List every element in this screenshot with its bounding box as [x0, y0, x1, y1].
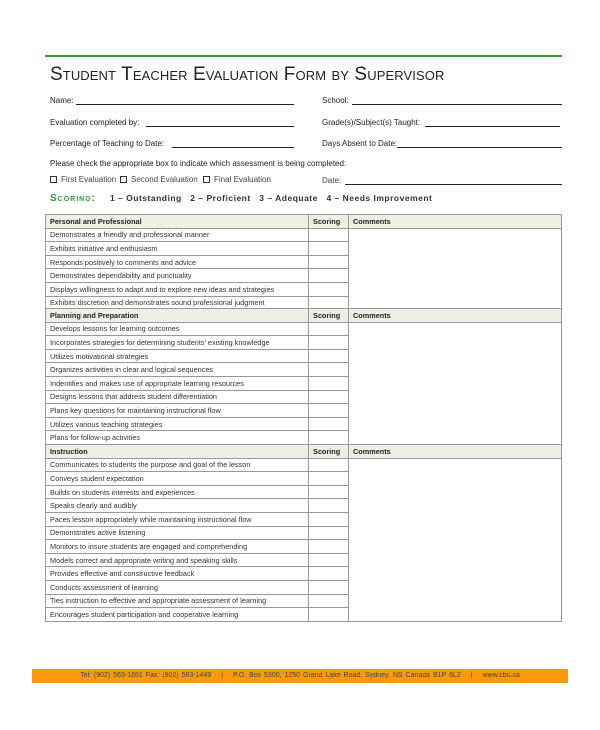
scoring-cell[interactable] — [309, 540, 349, 554]
criterion: Paces lesson appropriately while maintaining instructional flow — [46, 512, 309, 526]
criterion: Plans for follow-up activities — [46, 431, 309, 445]
criterion: Exhibits discretion and demonstrates sound professional judgment — [46, 296, 309, 310]
scoring-scale: 1 – Outstanding 2 – Proficient 3 – Adequate 4 – Needs Improvement — [110, 193, 433, 203]
criterion: Provides effective and constructive feedback — [46, 567, 309, 581]
criterion: Develops lessons for learning outcomes — [46, 322, 309, 336]
instruction-text: Please check the appropriate box to indicate which assessment is being completed: — [50, 159, 347, 168]
scoring-legend — [50, 193, 432, 204]
scoring-cell[interactable] — [309, 322, 349, 336]
comments-header: Comments — [349, 215, 562, 229]
scoring-cell[interactable] — [309, 580, 349, 594]
school-label: School: — [322, 96, 349, 105]
section-header-row — [46, 215, 562, 229]
scoring-cell[interactable] — [309, 485, 349, 499]
criterion: Designs lessons that address student differentiation — [46, 390, 309, 404]
comments-cell[interactable] — [349, 458, 562, 621]
criterion: Communicates to students the purpose and goal of the lesson — [46, 458, 309, 472]
separator: | — [470, 672, 473, 679]
criterion: Speaks clearly and audibly — [46, 499, 309, 513]
checkbox-label: Final Evaluation — [214, 175, 271, 184]
section-table — [45, 214, 562, 310]
scoring-cell[interactable] — [309, 242, 349, 256]
scoring-cell[interactable] — [309, 512, 349, 526]
section-table — [45, 308, 562, 445]
criterion: Incorporates strategies for determining students’ existing knowledge — [46, 336, 309, 350]
section-table — [45, 444, 562, 622]
table-row — [46, 458, 562, 472]
footer-bar — [32, 669, 568, 683]
name-field[interactable] — [76, 104, 294, 105]
criterion: Demonstrates a friendly and professional manner — [46, 228, 309, 242]
criterion: Builds on students interests and experiences — [46, 485, 309, 499]
scoring-cell[interactable] — [309, 282, 349, 296]
checkbox-label: Second Evaluation — [131, 175, 198, 184]
absent-field[interactable] — [397, 147, 562, 148]
criterion: Indentifies and makes use of appropriate learning resources — [46, 376, 309, 390]
criterion: Encourages student participation and cooperative learning — [46, 608, 309, 622]
footer-contact: Tel: (902) 563-1651 Fax: (902) 563-1449 — [80, 672, 212, 679]
criterion: Demonstrates active listening — [46, 526, 309, 540]
completed-by-label: Evaluation completed by: — [50, 118, 140, 127]
criterion: Utilizes motivational strategies — [46, 349, 309, 363]
completed-by-field[interactable] — [146, 126, 294, 127]
scoring-header: Scoring — [309, 445, 349, 459]
criterion: Demonstrates dependability and punctuality — [46, 269, 309, 283]
criterion: Organizes activities in clear and logical sequences — [46, 363, 309, 377]
table-row — [46, 322, 562, 336]
comments-header: Comments — [349, 309, 562, 323]
comments-header: Comments — [349, 445, 562, 459]
footer-address: P.O. Box 5300, 1250 Grand Lake Road, Sydney, NS Canada B1P 6L2 — [232, 672, 461, 679]
checkbox-final-evaluation[interactable] — [203, 175, 271, 184]
scoring-cell[interactable] — [309, 458, 349, 472]
percentage-label: Percentage of Teaching to Date: — [50, 139, 165, 148]
criterion: Conveys student expectation — [46, 472, 309, 486]
criterion: Utilizes various teaching strategies — [46, 417, 309, 431]
grades-label: Grade(s)/Subject(s) Taught: — [322, 118, 421, 127]
scoring-cell[interactable] — [309, 363, 349, 377]
criterion: Exhibits initiative and enthusiasm — [46, 242, 309, 256]
top-rule — [45, 55, 562, 57]
date-label: Date: — [322, 176, 342, 185]
scoring-cell[interactable] — [309, 255, 349, 269]
percentage-field[interactable] — [172, 147, 294, 148]
checkbox-first-evaluation[interactable] — [50, 175, 116, 184]
footer-website[interactable]: www.cbu.ca — [482, 672, 520, 679]
scoring-cell[interactable] — [309, 417, 349, 431]
grades-field[interactable] — [425, 126, 560, 127]
scoring-header: Scoring — [309, 215, 349, 229]
section-header-row — [46, 445, 562, 459]
absent-label: Days Absent to Date: — [322, 139, 398, 148]
scoring-cell[interactable] — [309, 553, 349, 567]
scoring-cell[interactable] — [309, 336, 349, 350]
date-field[interactable] — [345, 184, 562, 185]
section-title: Personal and Professional — [46, 215, 309, 229]
scoring-cell[interactable] — [309, 376, 349, 390]
scoring-cell[interactable] — [309, 431, 349, 445]
page-title: Student Teacher Evaluation Form by Supervisor — [50, 64, 445, 85]
comments-cell[interactable] — [349, 322, 562, 444]
section-title: Planning and Preparation — [46, 309, 309, 323]
school-field[interactable] — [352, 104, 562, 105]
scoring-cell[interactable] — [309, 390, 349, 404]
scoring-cell[interactable] — [309, 228, 349, 242]
scoring-cell[interactable] — [309, 349, 349, 363]
scoring-cell[interactable] — [309, 472, 349, 486]
scoring-cell[interactable] — [309, 608, 349, 622]
scoring-cell[interactable] — [309, 499, 349, 513]
table-row — [46, 228, 562, 242]
criterion: Models correct and appropriate writing and speaking skills — [46, 553, 309, 567]
criterion: Plans key questions for maintaining instructional flow — [46, 404, 309, 418]
section-header-row — [46, 309, 562, 323]
scoring-header: Scoring — [309, 309, 349, 323]
scoring-cell[interactable] — [309, 404, 349, 418]
scoring-heading: Scoring: — [50, 193, 96, 204]
separator: | — [221, 672, 223, 679]
criterion: Responds positively to comments and advice — [46, 255, 309, 269]
scoring-cell[interactable] — [309, 526, 349, 540]
scoring-cell[interactable] — [309, 567, 349, 581]
checkbox-label: First Evaluation — [61, 175, 117, 184]
scoring-cell[interactable] — [309, 269, 349, 283]
scoring-cell[interactable] — [309, 594, 349, 608]
criterion: Ties instruction to effective and appropriate assessment of learning — [46, 594, 309, 608]
section-title: Instruction — [46, 445, 309, 459]
checkbox-second-evaluation[interactable] — [120, 175, 198, 184]
comments-cell[interactable] — [349, 228, 562, 310]
name-label: Name: — [50, 96, 74, 105]
criterion: Displays willingness to adapt and to explore new ideas and strategies — [46, 282, 309, 296]
criterion: Conducts assessment of learning — [46, 580, 309, 594]
criterion: Monitors to insure students are engaged and comprehending — [46, 540, 309, 554]
